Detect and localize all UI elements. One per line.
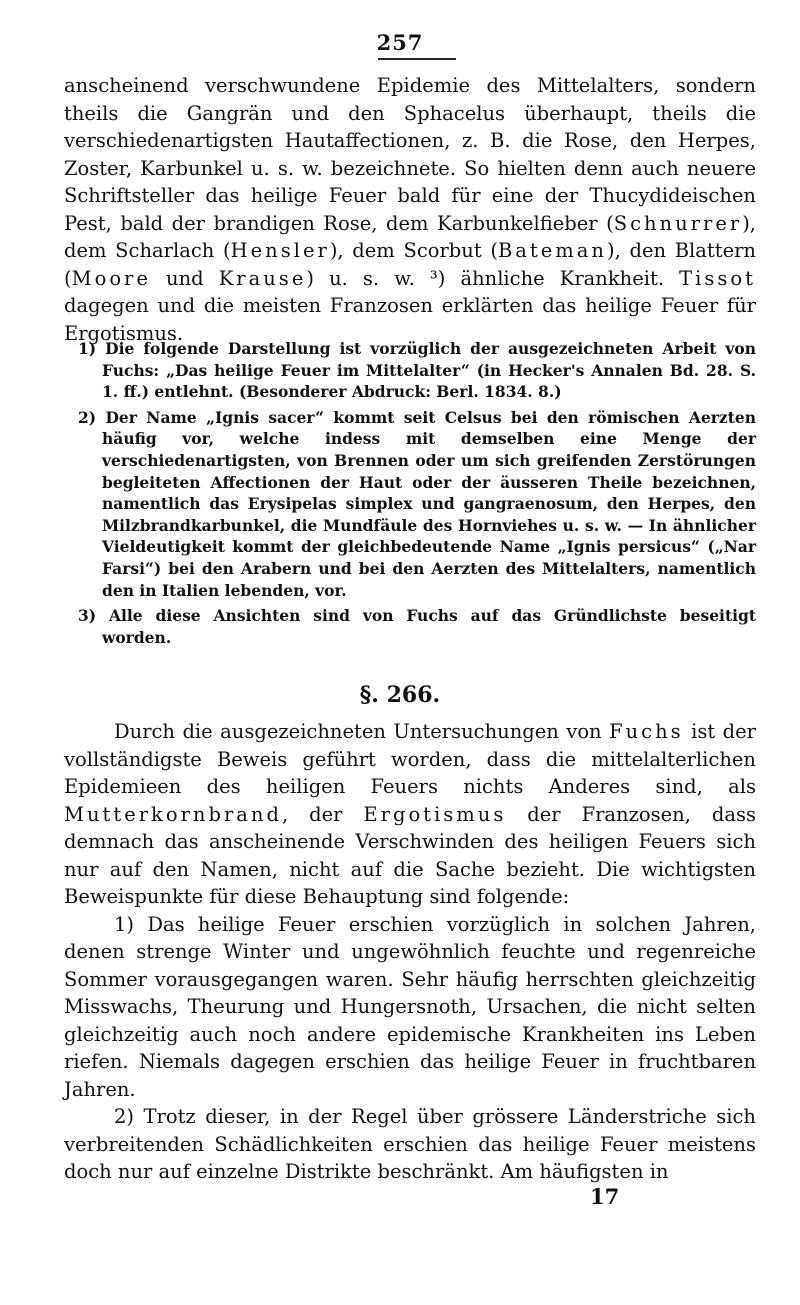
text-run: ), dem Scharlach ( <box>64 211 756 262</box>
text-run: ), dem Scorbut ( <box>329 239 498 262</box>
footnote-2: 2) Der Name „Ignis sacer“ kommt seit Celsus bei den römischen Aerzten häufig vor, welche indess mit demselben eine Menge der verschiedenartigsten, von Brennen oder um sich greifenden Zerstörungen begleiteten Affectionen der Haut oder der äusseren Theile bezeichnen, namentlich das Erysipelas simplex und gangraenosum, den Herpes, den Milzbrandkarbunkel, die Mundfäule des Hornviehes u. s. w. — In ähnlicher Vieldeutigkeit kommt der gleichbedeutende Name „Ignis persicus“ („Nar Farsi“) bei den Arabern und bei den Aerzten des Mittelalters, namentlich den in Italien lebenden, vor. <box>78 407 756 600</box>
paragraph-point-2: 2) Trotz dieser, in der Regel über grössere Länderstriche sich verbreitenden Schädlichkeiten erschien das heilige Feuer meistens doch nur auf einzelne Distrikte beschränkt. Am häufigsten in <box>64 1105 756 1183</box>
text-run: anscheinend verschwundene Epidemie des Mittelalters, sondern theils die Gangrän und den Sphacelus überhaupt, theils die verschiedenartigsten Hautaffectionen, z. B. die Rose, den Herpes, Zoster, Karbunkel u. s. w. bezeichnete. So hielten denn auch neuere Schriftsteller das heilige Feuer bald für eine der Thucydideischen Pest, bald der brandigen Rose, dem Karbunkelfieber ( <box>64 74 756 235</box>
author-name: Tissot <box>679 266 756 290</box>
page-number: 257 <box>376 30 424 55</box>
footnote-3: 3) Alle diese Ansichten sind von Fuchs auf das Gründlichste beseitigt worden. <box>78 606 756 647</box>
author-name: Moore <box>71 266 151 290</box>
header-rule <box>378 58 456 60</box>
text-run: ist der vollständigste Beweis geführt worden, dass die mittelalterlichen Epidemieen des heiligen Feuers nichts Anderes sind, als <box>64 720 756 798</box>
main-paragraph <box>64 72 756 347</box>
author-name: Fuchs <box>609 720 684 743</box>
author-name: Bateman <box>497 239 607 262</box>
text-run: Durch die ausgezeichneten Untersuchungen von <box>114 720 610 743</box>
footnotes <box>78 338 756 652</box>
term-emphasis: Ergotismus <box>363 802 507 826</box>
text-run: und <box>150 266 219 290</box>
author-name: Hensler <box>230 239 330 262</box>
text-run: der Franzosen, dass demnach das anscheinende Verschwinden des heiligen Feuers sich nur auf den Namen, nicht auf die Sache bezieht. Die wichtigsten Beweispunkte für diese Behauptung sind folgende: <box>64 802 756 908</box>
section-body <box>64 718 756 1186</box>
text-run: dagegen und die meisten Franzosen erklärten das heilige Feuer für Ergotismus. <box>64 294 756 345</box>
footnote-1: 1) Die folgende Darstellung ist vorzüglich der ausgezeichneten Arbeit von Fuchs: „Das heilige Feuer im Mittelalter“ (in Hecker's Annalen Bd. 28. S. 1. ff.) entlehnt. (Besonderer Abdruck: Berl. 1834. 8.) <box>78 339 756 402</box>
section-heading: §. 266. <box>359 682 441 708</box>
paragraph-point-1: 1) Das heilige Feuer erschien vorzüglich in solchen Jahren, denen strenge Winter und ungewöhnlich feuchte und regenreiche Sommer vorausgegangen waren. Sehr häufig herrschten gleichzeitig Misswachs, Theurung und Hungersnoth, Ursachen, die nicht selten gleichzeitig auch noch andere epidemische Krankheiten ins Leben riefen. Niemals dagegen erschien das heilige Feuer in fruchtbaren Jahren. <box>64 912 756 1101</box>
author-name: Schnurrer <box>613 211 743 235</box>
text-run: ) u. s. w. ³) ähnliche Krankheit. <box>306 266 680 290</box>
paragraph-continuation <box>64 72 756 347</box>
text-run: , der <box>281 802 364 826</box>
paragraph-intro <box>64 718 756 911</box>
signature-mark: 17 <box>590 1184 620 1209</box>
author-name: Krause <box>218 266 307 290</box>
term-emphasis: Mutterkornbrand <box>64 802 282 826</box>
text-run: ), den Blattern ( <box>64 239 756 290</box>
